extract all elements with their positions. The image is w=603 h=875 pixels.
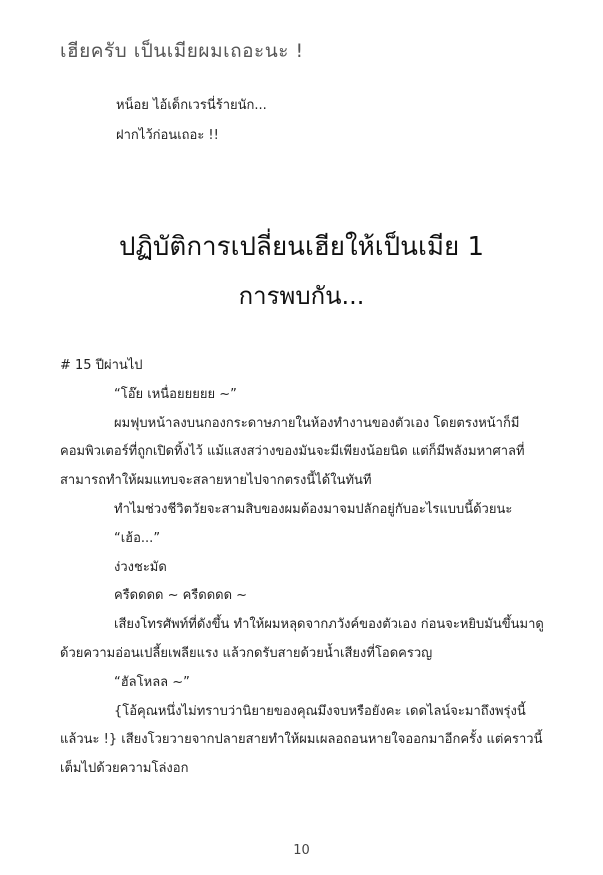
paragraph: “โอ๊ย เหนื่อยยยยย ~” [114, 386, 237, 402]
paragraph: “เฮ้อ...” [114, 530, 161, 546]
paragraph: “ฮัลโหลล ~” [114, 674, 190, 690]
paragraph: ครืดดดด ~ ครืดดดด ~ [114, 588, 248, 604]
paragraph: ทำไมช่วงชีวิตวัยจะสามสิบของผมต้องมาจมปลักอยู่กับอะไรแบบนี้ด้วยนะ [114, 501, 513, 517]
chapter-subtitle: การพบกัน... [238, 282, 365, 310]
section-marker: # 15 ปีผ่านไป [60, 358, 143, 373]
running-header: เฮียครับ เป็นเมียผมเถอะนะ ! [60, 40, 304, 62]
paragraph: ผมฟุบหน้าลงบนกองกระดาษภายในห้องทำงานของตัวเอง โดยตรงหน้าก็มีคอมพิวเตอร์ที่ถูกเปิดทิ้งไว้ แม้แสงสว่างของมันจะมีเพียงน้อยนิด แต่ก็มีพลังมหาศาลที่สามารถทำให้ผมแทบจะสลายหายไปจากตรงนี้ได้ในทันที [60, 415, 525, 489]
chapter-title: ปฏิบัติการเปลี่ยนเฮียให้เป็นเมีย 1 [118, 232, 485, 262]
paragraph: ง่วงชะมัด [114, 559, 167, 575]
paragraph: {โอ้คุณหนึ่งไม่ทราบว่านิยายของคุณมึงจบหรือยังคะ เดดไลน์จะมาถึงพรุ่งนี้แล้วนะ !} เสียงโวยวายจากปลายสายทำให้ผมเผลอถอนหายใจออกมาอีกครั้ง แต่คราวนี้เต็มไปด้วยความโล่งอก [60, 703, 543, 777]
dedication-line-1: หน็อย ไอ้เด็กเวรนี่ร้ายนัก... [116, 98, 267, 113]
page-number: 10 [293, 843, 310, 858]
dedication-line-2: ฝากไว้ก่อนเถอะ !! [116, 128, 219, 143]
paragraph: เสียงโทรศัพท์ที่ดังขึ้น ทำให้ผมหลุดจากภวังค์ของตัวเอง ก่อนจะหยิบมันขึ้นมาดูด้วยความอ่อนเปลี้ยเพลียแรง แล้วกดรับสายด้วยน้ำเสียงที่โอดครวญ [60, 617, 544, 661]
body-text [60, 352, 545, 784]
